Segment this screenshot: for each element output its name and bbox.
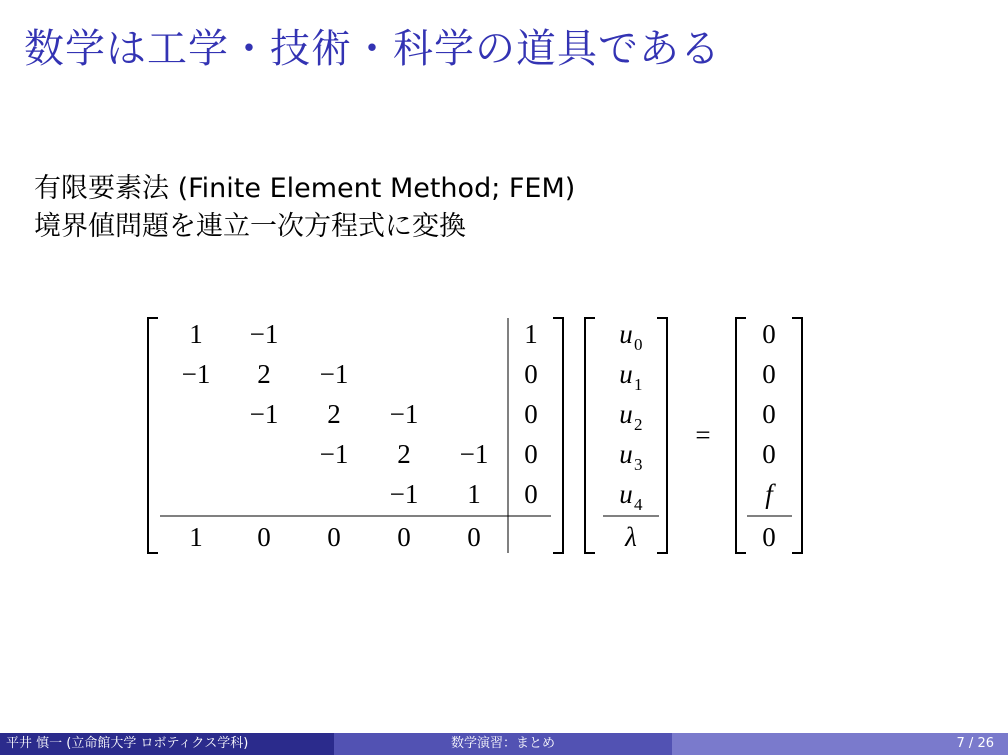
body-line-fem: 有限要素法 (Finite Element Method; FEM) [34, 173, 576, 204]
footer-page-number: 7 / 26 [672, 733, 1008, 755]
footer-course: 数学演習：まとめ [334, 733, 672, 755]
unknown-vector-right-bracket [657, 318, 667, 553]
rhs-vector-left-bracket [736, 318, 746, 553]
matrix-entry: −1 [249, 319, 279, 349]
unknown-vector-left-bracket [585, 318, 595, 553]
matrix-entry: 2 [397, 439, 411, 469]
matrix-entry: −1 [459, 439, 489, 469]
unknown-variable: λ [625, 522, 637, 552]
matrix-entry: −1 [319, 439, 349, 469]
matrix-entry: 2 [327, 399, 341, 429]
matrix-entry: 1 [189, 522, 203, 552]
unknown-subscript: 4 [634, 495, 643, 514]
matrix-entry: 0 [467, 522, 481, 552]
matrix-entry: −1 [389, 399, 419, 429]
unknown-variable: u [619, 479, 633, 509]
unknown-variable: u [619, 439, 633, 469]
matrix-entry: −1 [181, 359, 211, 389]
rhs-entry: 0 [762, 319, 776, 349]
matrix-entry: 2 [257, 359, 271, 389]
slide-title: 数学は工学・技術・科学の道具である [24, 26, 721, 72]
unknown-variable: u [619, 399, 633, 429]
matrix-entry: −1 [319, 359, 349, 389]
matrix-entry: 1 [189, 319, 203, 349]
rhs-entry: 0 [762, 522, 776, 552]
footer-author: 平井 慎一 (立命館大学 ロボティクス学科) [0, 733, 334, 755]
matrix-entry: −1 [389, 479, 419, 509]
rhs-vector-right-bracket [792, 318, 802, 553]
matrix-entry: 0 [397, 522, 411, 552]
matrix-entry: 1 [467, 479, 481, 509]
matrix-entry: 0 [524, 359, 538, 389]
matrix-entry: 0 [257, 522, 271, 552]
matrix-entry: 0 [327, 522, 341, 552]
rhs-entry: 0 [762, 399, 776, 429]
matrix-entry: 0 [524, 439, 538, 469]
rhs-entry: 0 [762, 439, 776, 469]
unknown-subscript: 1 [634, 375, 643, 394]
rhs-entry: f [765, 479, 773, 509]
footer-bar [0, 733, 1008, 755]
unknown-variable: u [619, 319, 633, 349]
matrix-entry: 0 [524, 399, 538, 429]
unknown-variable: u [619, 359, 633, 389]
unknown-subscript: 0 [634, 335, 643, 354]
matrix-entry: −1 [249, 399, 279, 429]
rhs-entry: 0 [762, 359, 776, 389]
unknown-subscript: 3 [634, 455, 643, 474]
matrix-right-bracket [553, 318, 563, 553]
equals-sign: = [695, 420, 711, 450]
matrix-entry: 1 [524, 319, 538, 349]
body-line-conversion: 境界値問題を連立一次方程式に変換 [34, 211, 466, 242]
unknown-subscript: 2 [634, 415, 643, 434]
matrix-left-bracket [148, 318, 158, 553]
matrix-entry: 0 [524, 479, 538, 509]
